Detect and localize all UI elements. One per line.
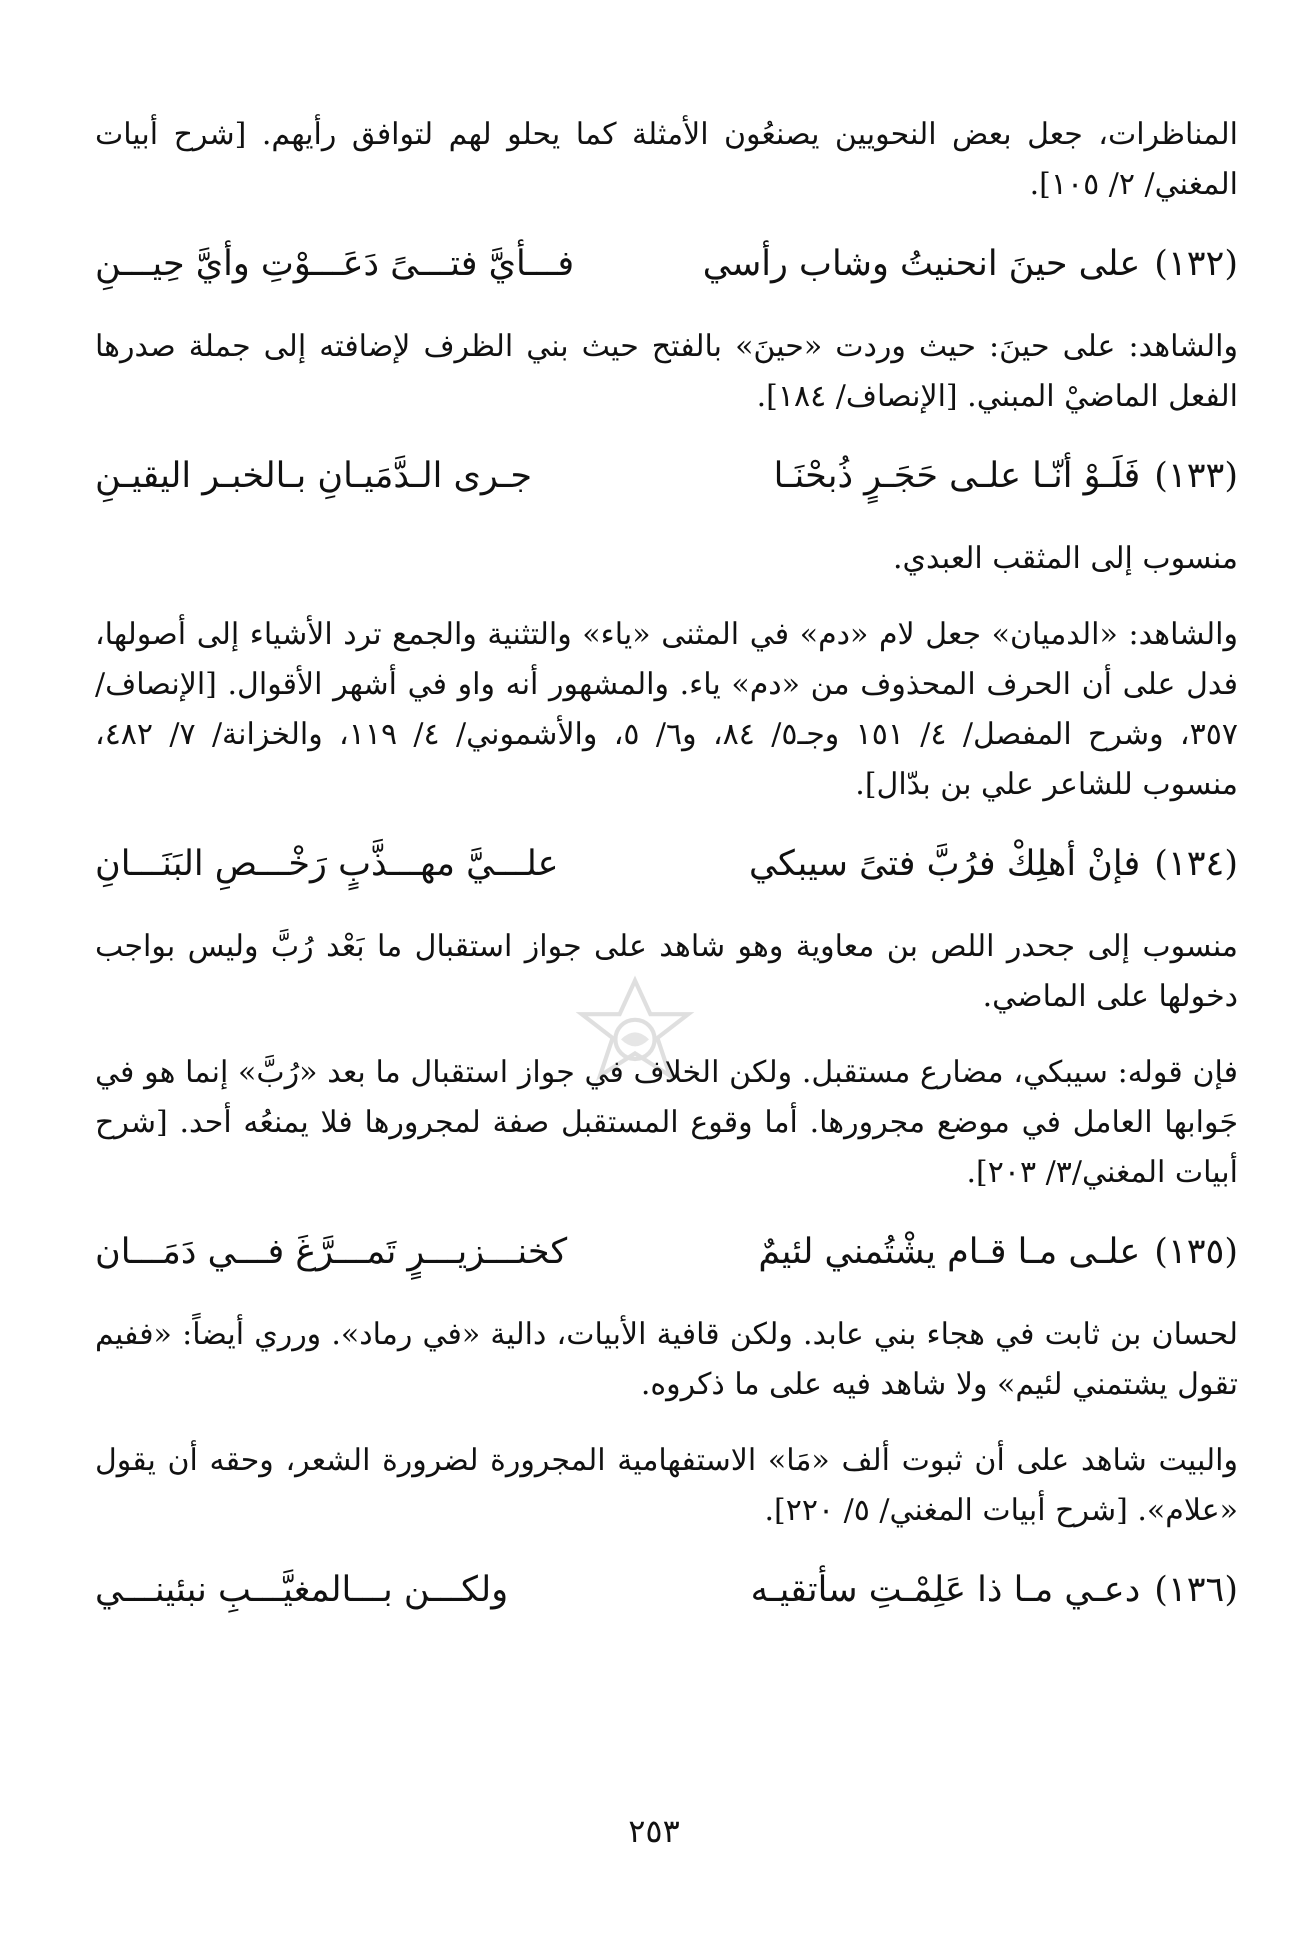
verse-first-hemistich	[703, 236, 1238, 292]
verse-135	[95, 1224, 1238, 1280]
paragraph: منسوب إلى المثقب العبدي.	[893, 541, 1238, 576]
verse-number: (١٣٣)	[1154, 456, 1238, 496]
verse-134	[95, 836, 1238, 892]
verse-number: (١٣٤)	[1154, 844, 1238, 884]
hemistich-2: علـــيَّ مهـــذَّبٍ رَخْـــصِ البَنَـــانِ	[95, 844, 559, 884]
verse-first-hemistich	[749, 836, 1238, 892]
verse-first-hemistich	[758, 1224, 1238, 1280]
hemistich-1: فإنْ أهلِكْ فرُبَّ فتىً سيبكي	[749, 844, 1141, 884]
watermark-emblem-icon	[565, 975, 705, 1115]
hemistich-1: علـى مـا قـام يشْتُمني لئيمٌ	[758, 1232, 1141, 1272]
paragraph: لحسان بن ثابت في هجاء بني عابد. ولكن قافية الأبيات، دالية «في رماد». ورري أيضاً: «ففيم تقول يشتمني لئيم» ولا شاهد فيه على ما ذكروه.	[95, 1317, 1238, 1402]
paragraph: والبيت شاهد على أن ثبوت ألف «مَا» الاستفهامية المجرورة لضرورة الشعر، وحقه أن يقول «علام». [شرح أبيات المغني/ ٥/ ٢٢٠].	[95, 1443, 1238, 1528]
verse-136	[95, 1562, 1238, 1618]
paragraph: والشاهد: على حينَ: حيث وردت «حينَ» بالفتح حيث بني الظرف لإضافته إلى جملة صدرها الفعل الماضيْ المبني. [الإنصاف/ ١٨٤].	[95, 329, 1239, 414]
hemistich-1: دعـي مـا ذا عَلِمْـتِ سأتقيـه	[750, 1570, 1141, 1610]
hemistich-2: ولكـــن بـــالمغيَّـــبِ نبئينـــي	[95, 1570, 509, 1610]
hemistich-2: فـــأيَّ فتـــىً دَعَـــوْتِ وأيَّ حِيـــنِ	[95, 244, 575, 284]
hemistich-2: كخنـــزيـــرٍ تَمـــرَّغَ فـــي دَمَـــان	[95, 1232, 568, 1272]
hemistich-1: فَلَـوْ أنّـا علـى حَجَـرٍ ذُبحْنَـا	[773, 456, 1141, 496]
paragraph: فإن قوله: سيبكي، مضارع مستقبل. ولكن الخلاف في جواز استقبال ما بعد «رُبَّ» إنما هو في جَوابها العامل في موضع مجرورها. أما وقوع المستقبل صفة لمجرورها فلا يمنعُه أحد. [شرح أبيات المغني/٣/ ٢٠٣].	[95, 1055, 1238, 1190]
hemistich-2: جـرى الـدَّمَيـانِ بـالخبـر اليقيـنِ	[95, 456, 533, 496]
verse-number: (١٣٦)	[1154, 1570, 1238, 1610]
verse-first-hemistich	[751, 1562, 1238, 1618]
paragraph: منسوب إلى جحدر اللص بن معاوية وهو شاهد على جواز استقبال ما بَعْد رُبَّ وليس بواجب دخولها على الماضي.	[95, 929, 1238, 1014]
hemistich-1: على حينَ انحنيتُ وشاب رأسي	[702, 244, 1141, 284]
page-content	[95, 110, 1238, 1618]
verse-number: (١٣٥)	[1154, 1232, 1238, 1272]
verse-number: (١٣٢)	[1154, 244, 1238, 284]
page-number: ٢٥٣	[628, 1812, 680, 1850]
verse-132	[95, 236, 1238, 292]
paragraph: المناظرات، جعل بعض النحويين يصنعُون الأمثلة كما يحلو لهم لتوافق رأيهم. [شرح أبيات المغني/ ٢/ ١٠٥].	[95, 117, 1238, 202]
verse-first-hemistich	[774, 448, 1238, 504]
verse-133	[95, 448, 1238, 504]
paragraph: والشاهد: «الدميان» جعل لام «دم» في المثنى «ياء» والتثنية والجمع ترد الأشياء إلى أصولها، فدل على أن الحرف المحذوف من «دم» ياء. والمشهور أنه واو في أشهر الأقوال. [الإنصاف/٣٥٧، وشرح المفصل/ ٤/ ١٥١ وجـ٥/ ٨٤، و٦/ ٥، والأشموني/ ٤/ ١١٩، والخزانة/ ٧/ ٤٨٢، منسوب للشاعر علي بن بدّال].	[95, 617, 1238, 802]
